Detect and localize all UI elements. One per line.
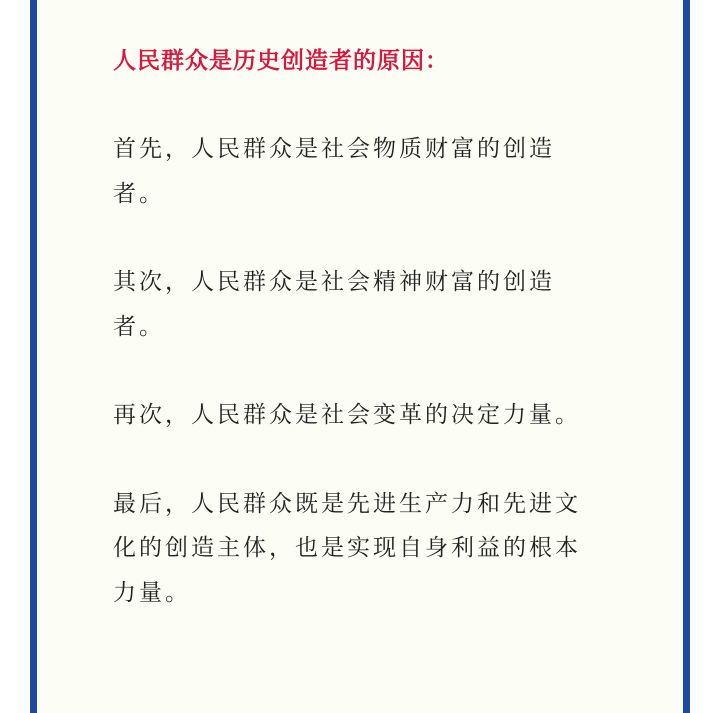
right-border-bar — [683, 0, 690, 713]
section-heading: 人民群众是历史创造者的原因： — [113, 48, 449, 74]
article-content — [113, 39, 593, 615]
left-border-bar — [30, 0, 37, 713]
paragraph-first: 首先，人民群众是社会物质财富的创造者。 — [113, 136, 555, 207]
paragraph-third: 再次，人民群众是社会变革的决定力量。 — [113, 402, 581, 428]
paragraph-second: 其次，人民群众是社会精神财富的创造者。 — [113, 269, 555, 340]
paragraph-fourth: 最后，人民群众既是先进生产力和先进文化的创造主体，也是实现自身利益的根本力量。 — [113, 490, 581, 606]
